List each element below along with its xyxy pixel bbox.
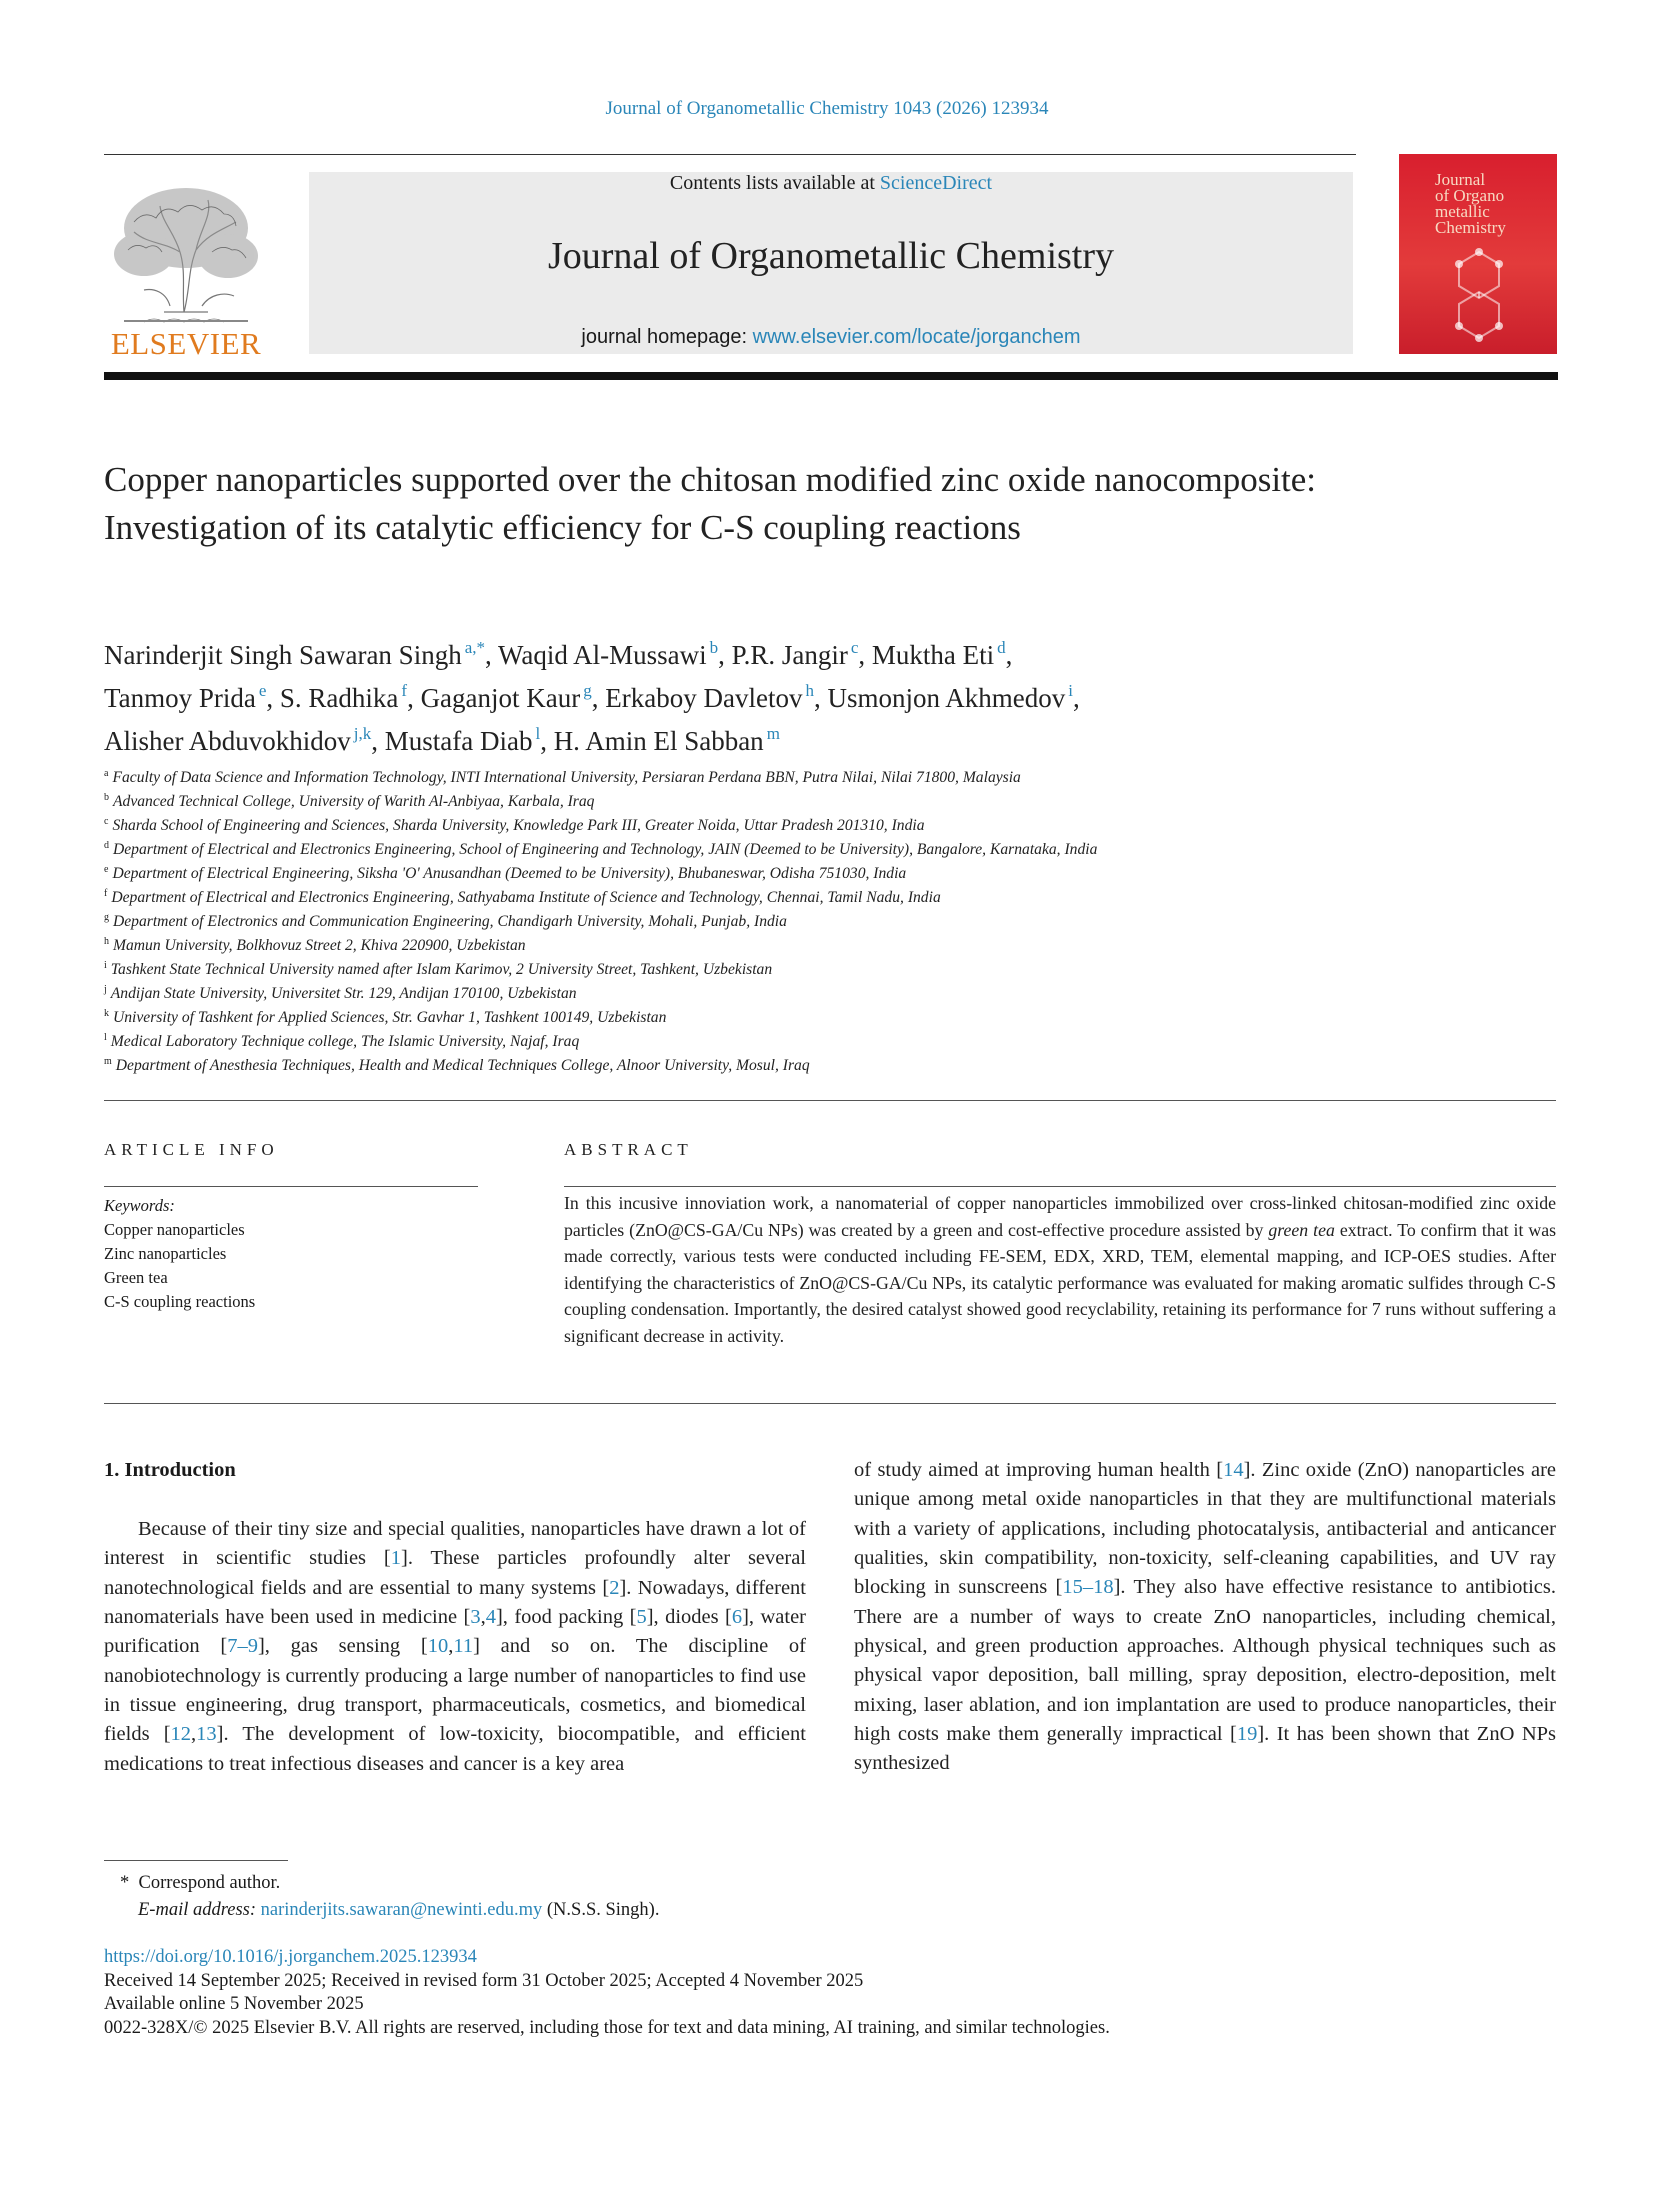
author-affiliation-mark[interactable]: l [535,724,541,743]
top-divider [104,154,1356,155]
author-name[interactable]: P.R. Jangir [731,640,848,670]
keyword: Green tea [104,1268,168,1287]
affiliation-key: h [104,936,109,947]
email-label: E-mail address: [138,1900,257,1920]
body-text: , [191,1723,197,1746]
contents-line [309,172,1353,195]
body-text: ], gas sensing [ [257,1635,428,1658]
email-link[interactable]: narinderjits.sawaran@newinti.edu.my [260,1900,543,1920]
body-text: Because of their tiny size and special qualities, nanoparticles have drawn a lot of interest in scientific studies [ [104,1518,806,1570]
author[interactable] [554,726,780,756]
abstract-emphasis: green tea [1268,1219,1335,1240]
author-name[interactable]: Waqid Al-Mussawi [498,640,707,670]
affiliation-key: e [104,864,109,875]
author[interactable] [421,683,592,713]
citation-link[interactable]: 6 [731,1606,743,1629]
affiliation [104,786,1504,810]
author-name[interactable]: Gaganjot Kaur [420,683,581,713]
affiliation [104,834,1504,858]
section-divider [104,1100,1556,1101]
citation-link[interactable]: 7–9 [227,1635,258,1658]
citation-link[interactable]: 14 [1223,1459,1244,1481]
author[interactable] [498,640,718,670]
footnote-text: Correspond author. [138,1873,281,1893]
abstract-text [564,1190,1556,1349]
author[interactable] [104,683,266,713]
cover-line: of Organo [1435,186,1505,205]
body-text: ]. Zinc oxide (ZnO) nanoparticles are unique among metal oxide nanoparticles in that they are multifunctional materials with a variety of applications, including photocatalysis, antibacterial and anticancer qualities, skin compatibility, non-toxicity, self-cleaning capabilities, and UV ray blocking in sunscreens [ [854,1459,1556,1599]
affiliation-key: g [104,912,109,923]
citation-link[interactable]: 4 [485,1606,496,1629]
author-name[interactable]: H. Amin El Sabban [553,726,764,756]
affiliation [104,1002,1504,1026]
citation-link[interactable]: 15–18 [1062,1576,1114,1599]
journal-title: Journal of Organometallic Chemistry [547,235,1114,277]
affiliation-text: Faculty of Data Science and Information Technology, INTI International University, Persiaran Perdana BBN, Putra Nilai, Nilai 71800, Malaysia [112,769,1021,786]
affiliation-text: Advanced Technical College, University of Warith Al-Anbiyaa, Karbala, Iraq [113,793,595,810]
affiliation-text: Department of Anesthesia Techniques, Health and Medical Techniques College, Alnoor University, Mosul, Iraq [115,1057,810,1074]
author-affiliation-mark[interactable]: j,k [353,724,372,743]
keyword: Copper nanoparticles [104,1220,245,1239]
affiliation-text: Mamun University, Bolkhovuz Street 2, Khiva 220900, Uzbekistan [113,937,526,954]
body-text: ] and so on. The discipline of nanobiotechnology is currently producing a large number of nanoparticles to find use in tissue engineering, drug transport, pharmaceuticals, cosmetics, and biomedical fields [ [104,1635,806,1746]
author[interactable] [605,683,814,713]
footnote-rule [104,1860,288,1861]
keyword: C-S coupling reactions [104,1292,256,1311]
abstract-part: extract. To confirm that it was made correctly, various tests were conducted including FE-SEM, EDX, XRD, TEM, elemental mapping, and ICP-OES studies. After identifying the characteristics of ZnO@CS-GA/Cu NPs, its catalytic performance was evaluated for making aromatic sulfides through C-S coupling condensation. Importantly, the desired catalyst showed good recyclability, retaining its performance for 7 runs without suffering a significant decrease in activity. [564,1219,1557,1346]
body-text: ], food packing [ [495,1606,637,1629]
correspondence-footnote [120,1870,659,1924]
masthead-thick-rule [104,372,1558,380]
affiliation [104,858,1504,882]
affiliation-text: Department of Electronics and Communication Engineering, Chandigarh University, Mohali, Punjab, India [113,913,787,930]
author-affiliation-mark[interactable]: g [583,681,592,700]
author-name[interactable]: Muktha Eti [871,640,995,670]
affiliation-text: Andijan State University, Universitet Str. 129, Andijan 170100, Uzbekistan [110,985,577,1002]
affiliation-key: d [104,840,109,851]
author[interactable] [280,683,407,713]
affiliation [104,882,1504,906]
author-name[interactable]: S. Radhika [279,683,399,713]
author[interactable] [732,640,859,670]
author-affiliation-mark[interactable]: m [766,724,780,743]
abstract-part: In this incusive innoviation work, a nanomaterial of copper nanoparticles immobilized over cross-linked chitosan-modified zinc oxide particles (ZnO@CS-GA/Cu NPs) was created by a green and cost-effective procedure assisted by [564,1193,1556,1240]
author-name[interactable]: Narinderjit Singh Sawaran Singh [104,640,462,670]
cover-molecule-icon [1439,242,1519,342]
affiliation [104,954,1504,978]
affiliation [104,810,1504,834]
body-text: ]. The development of low-toxicity, biocompatible, and efficient medications to treat infectious diseases and cancer is a key area [104,1723,806,1775]
affiliation-list [104,762,1504,1074]
author[interactable] [872,640,1006,670]
elsevier-wordmark: ELSEVIER [110,326,262,361]
affiliation-key: b [104,792,109,803]
author-affiliation-mark[interactable]: b [709,638,719,657]
affiliation-text: Tashkent State Technical University named after Islam Karimov, 2 University Street, Tashkent, Uzbekistan [110,961,773,978]
affiliation-text: Department of Electrical Engineering, Siksha 'O' Anusandhan (Deemed to be University), Bhubaneswar, Odisha 751030, India [112,865,907,882]
cover-line: Chemistry [1435,218,1506,237]
affiliation-key: c [104,816,109,827]
publication-info [104,1946,1110,2040]
affiliation-key: k [104,1008,109,1019]
author[interactable] [104,640,485,670]
citation-link[interactable]: 13 [196,1723,217,1746]
author-affiliation-mark[interactable]: i [1068,681,1073,700]
homepage-prefix: journal homepage: [581,326,753,348]
running-head-link[interactable]: Journal of Organometallic Chemistry 1043 (2026) 123934 [605,98,1049,119]
homepage-line [309,326,1353,349]
citation-link[interactable]: 2 [609,1576,620,1599]
affiliation-key: j [104,984,107,995]
intro-paragraph [104,1515,806,1779]
affiliation [104,906,1504,930]
author-affiliation-mark[interactable]: a,* [464,638,485,657]
affiliation [104,1050,1504,1074]
abstract-divider [564,1186,1556,1187]
author[interactable] [104,726,371,756]
body-text: , [480,1606,486,1629]
running-head[interactable] [0,98,1654,120]
author-name[interactable]: Mustafa Diab [384,726,533,756]
body-text: ], diodes [ [646,1606,732,1629]
cover-title [1435,172,1553,236]
author-affiliation-mark[interactable]: d [997,638,1006,657]
affiliation-text: Department of Electrical and Electronics Engineering, Sathyabama Institute of Science and Technology, Chennai, Tamil Nadu, India [111,889,941,906]
author-affiliation-mark[interactable]: e [258,681,267,700]
affiliation-text: Sharda School of Engineering and Sciences, Sharda University, Knowledge Park III, Greater Noida, Uttar Pradesh 201310, India [112,817,925,834]
affiliation [104,930,1504,954]
affiliation [104,1026,1504,1050]
affiliation [104,762,1504,786]
affiliation-key: i [104,960,107,971]
author-name[interactable]: Tanmoy Prida [104,683,256,713]
citation-link[interactable]: 5 [636,1606,647,1629]
body-text: ]. Nowadays, different nanomaterials have been used in medicine [ [104,1576,806,1629]
info-divider [104,1186,478,1187]
affiliation-text: University of Tashkent for Applied Sciences, Str. Gavhar 1, Tashkent 100149, Uzbekistan [113,1009,667,1026]
doi-link[interactable]: https://doi.org/10.1016/j.jorganchem.2025.123934 [104,1947,477,1967]
author-name[interactable]: Alisher Abduvokhidov [104,726,351,756]
citation-link[interactable]: 1 [390,1547,402,1570]
author-affiliation-mark[interactable]: c [850,638,859,657]
journal-cover-thumbnail[interactable] [1399,154,1557,354]
body-column-left [104,1515,806,1779]
body-text: ]. It has been shown that ZnO NPs synthesized [854,1723,1557,1775]
author-affiliation-mark[interactable]: f [401,681,408,700]
section-divider [104,1403,1556,1404]
author-affiliation-mark[interactable]: h [805,681,814,700]
affiliation-text: Department of Electrical and Electronics Engineering, School of Engineering and Technology, JAIN (Deemed to be University), Bangalore, Karnataka, India [113,841,1098,858]
intro-paragraph [854,1456,1556,1779]
citation-link[interactable]: 11 [453,1635,474,1658]
author[interactable] [385,726,540,756]
body-text: , [448,1635,454,1658]
cover-line: Journal [1435,170,1486,189]
contents-prefix: Contents lists available at [669,172,880,194]
footnote-line [120,1870,659,1897]
keyword: Zinc nanoparticles [104,1244,227,1263]
body-text: ], water purification [ [104,1606,806,1658]
author-name[interactable]: Erkaboy Davletov [605,683,803,713]
citation-link[interactable]: 10 [427,1635,449,1658]
cover-line: metallic [1435,202,1490,221]
received-dates: Received 14 September 2025; Received in revised form 31 October 2025; Accepted 4 November 2025 [104,1970,864,1991]
keywords-label: Keywords: [104,1196,175,1215]
body-text: ]. They also have effective resistance to antibiotics. There are a number of ways to create ZnO nanoparticles, including chemical, physical, and green production approaches. Although physical techniques such as physical vapor deposition, ball milling, spray deposition, electro-deposition, melt mixing, laser ablation, and ion implantation are used to produce nanoparticles, their high costs make them generally impractical [ [854,1576,1556,1746]
available-online: Available online 5 November 2025 [104,1994,364,2014]
footnote-line [120,1897,659,1924]
affiliation-key: f [104,888,108,899]
affiliation [104,978,1504,1002]
copyright-line: 0022-328X/© 2025 Elsevier B.V. All rights are reserved, including those for text and data mining, AI training, and similar technologies. [104,2017,1110,2038]
article-title: Copper nanoparticles supported over the chitosan modified zinc oxide nanocomposite: Investigation of its catalytic efficiency for C-S coupling reactions [104,460,1317,547]
citation-link[interactable]: 3 [470,1606,481,1629]
author-list: Narinderjit Singh Sawaran Singh $^{a,*}$, Waqid Al-Mussawi $^b$, P.R. Jangir $^c$, Muktha Eti $^d$, Tanmoy Prida $^e$, S. Radhika $^f$, Gaganjot Kaur $^g$, Erkaboy Davletov $^h$, Usmonjon Akhmedov $^i$, Alisher Abduvokhidov $^{j,k}$, Mustafa Diab $^l$, H. Amin El Sabban $^m$ [104,638,1080,756]
citation-link[interactable]: 12 [170,1723,192,1746]
keywords-block [104,1194,464,1314]
homepage-link[interactable]: www.elsevier.com/locate/jorganchem [752,326,1081,348]
affiliation-text: Medical Laboratory Technique college, The Islamic University, Najaf, Iraq [110,1033,580,1050]
author[interactable] [827,683,1073,713]
citation-link[interactable]: 19 [1236,1723,1258,1746]
email-suffix: (N.S.S. Singh). [542,1900,660,1920]
introduction-heading: 1. Introduction [104,1459,236,1481]
body-column-right [854,1456,1556,1779]
body-text: of study aimed at improving human health [ [854,1459,1224,1481]
affiliation-key: m [104,1056,112,1067]
body-text: ]. These particles profoundly alter several nanotechnological fields and are essential to many systems [ [104,1547,806,1599]
footnote-mark: * [120,1873,130,1893]
abstract-heading: ABSTRACT [564,1140,693,1159]
sciencedirect-link[interactable]: ScienceDirect [879,172,993,194]
article-info-heading: ARTICLE INFO [104,1140,279,1159]
author-name[interactable]: Usmonjon Akhmedov [827,683,1066,713]
affiliation-key: a [104,768,109,779]
affiliation-key: l [104,1032,107,1043]
